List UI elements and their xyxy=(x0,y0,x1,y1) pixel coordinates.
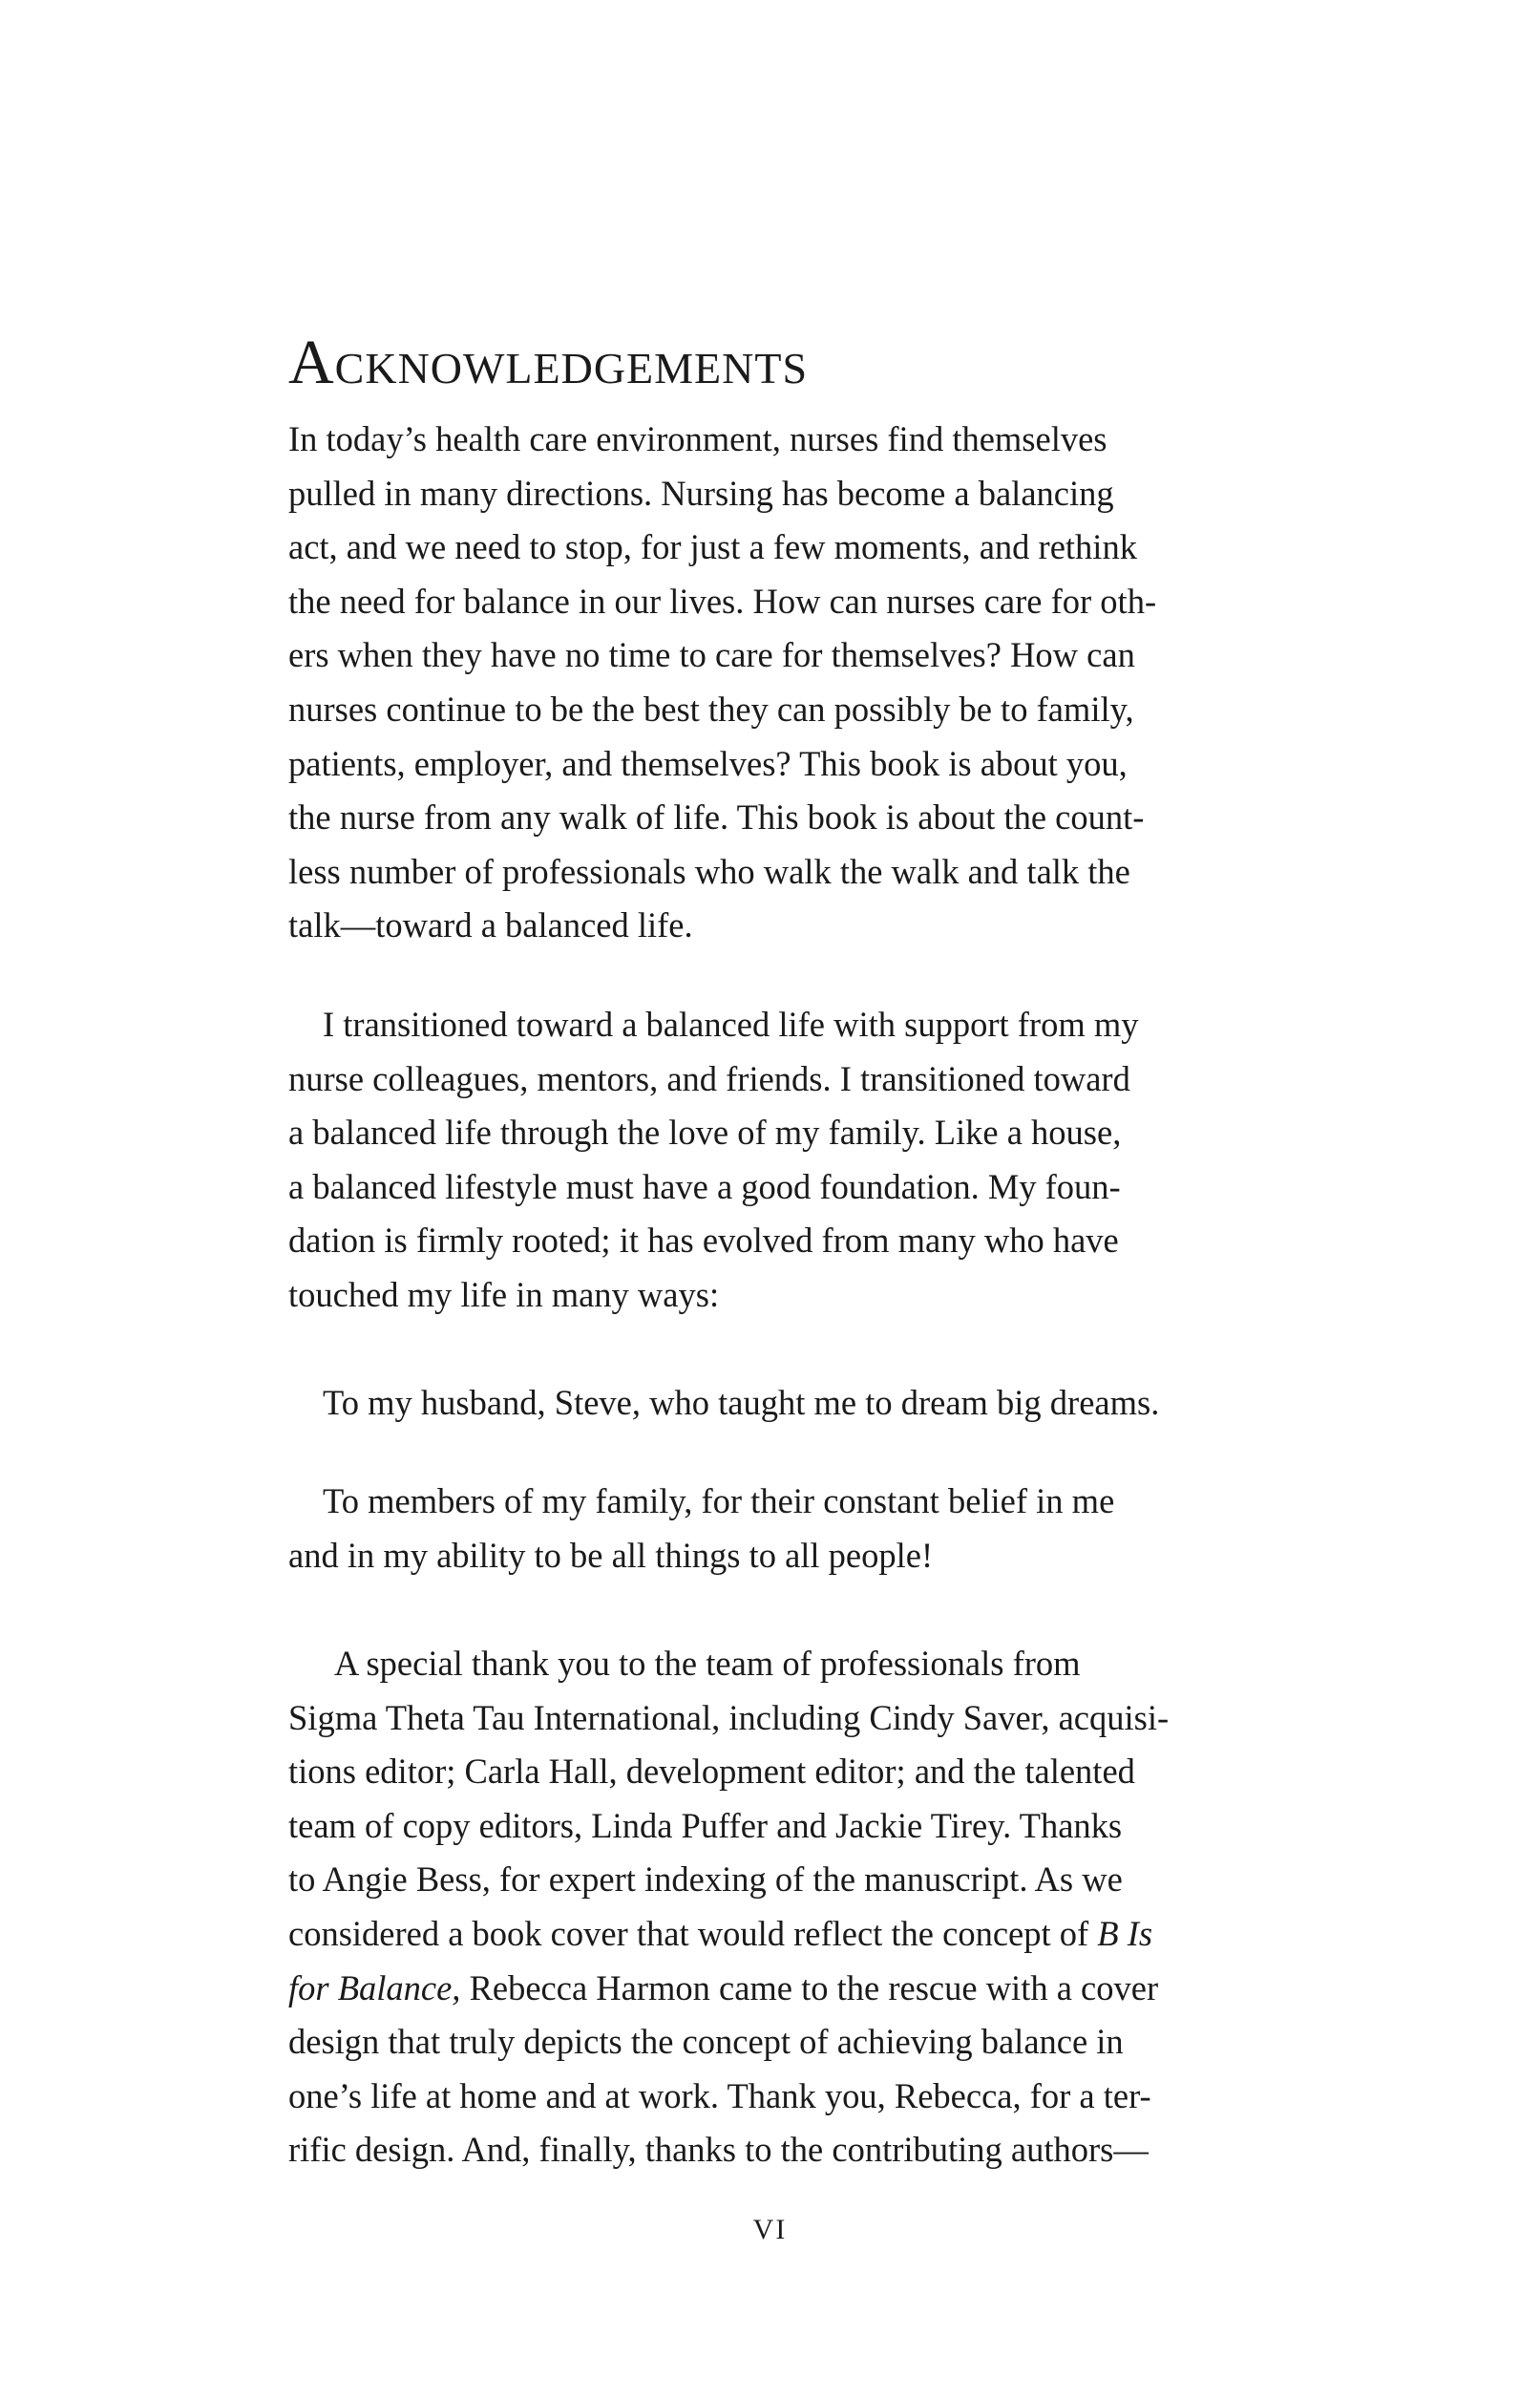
paragraph-family xyxy=(288,1475,1281,1582)
text-line: the need for balance in our lives. How can nurses care for oth- xyxy=(288,581,1157,621)
paragraph-husband xyxy=(288,1376,1281,1431)
paragraph-thanks xyxy=(288,1637,1281,2177)
text-line: less number of professionals who walk the walk and talk the xyxy=(288,851,1130,891)
text-line: team of copy editors, Linda Puffer and Jackie Tirey. Thanks xyxy=(288,1805,1123,1845)
text-line: and in my ability to be all things to all people! xyxy=(288,1535,934,1575)
text-line: a balanced lifestyle must have a good foundation. My foun- xyxy=(288,1166,1121,1206)
text-line: one’s life at home and at work. Thank you, Rebecca, for a ter- xyxy=(288,2075,1151,2115)
text-line: A special thank you to the team of professionals from xyxy=(334,1644,1081,1683)
paragraph-intro xyxy=(288,413,1281,953)
text-line: nurses continue to be the best they can possibly be to family, xyxy=(288,689,1134,729)
text-line xyxy=(288,1962,1281,2016)
text-line: design that truly depicts the concept of achieving balance in xyxy=(288,2022,1124,2062)
text-segment: considered a book cover that would reflect the concept of xyxy=(288,1913,1098,1953)
text-line: patients, employer, and themselves? This book is about you, xyxy=(288,743,1128,783)
text-line: act, and we need to stop, for just a few moments, and rethink xyxy=(288,527,1137,567)
text-line: I transitioned toward a balanced life with support from my xyxy=(323,1005,1139,1044)
text-line: talk—toward a balanced life. xyxy=(288,905,693,945)
text-line: ers when they have no time to care for themselves? How can xyxy=(288,635,1135,675)
text-line: To my husband, Steve, who taught me to dream big dreams. xyxy=(323,1383,1160,1422)
page-number: VI xyxy=(752,2214,788,2245)
text-line: a balanced life through the love of my family. Like a house, xyxy=(288,1113,1122,1153)
text-line: In today’s health care environment, nurses find themselves xyxy=(288,419,1108,458)
text-line: nurse colleagues, mentors, and friends. I transitioned toward xyxy=(288,1058,1130,1098)
text-line: tions editor; Carla Hall, development editor; and the talented xyxy=(288,1752,1135,1792)
text-line xyxy=(288,1907,1281,1962)
text-line: pulled in many directions. Nursing has become a balancing xyxy=(288,473,1114,513)
book-title-italic: B Is xyxy=(1097,1913,1153,1953)
text-line: rific design. And, finally, thanks to the contributing authors— xyxy=(288,2130,1149,2170)
text-segment: Rebecca Harmon came to the rescue with a cover xyxy=(460,1967,1159,2007)
text-line: touched my life in many ways: xyxy=(288,1274,720,1314)
page-heading: Acknowledgements xyxy=(288,328,809,397)
text-line: Sigma Theta Tau International, including Cindy Saver, acquisi- xyxy=(288,1697,1170,1737)
text-line: To members of my family, for their constant belief in me xyxy=(323,1481,1115,1520)
text-line: the nurse from any walk of life. This book is about the count- xyxy=(288,797,1145,838)
text-line: dation is firmly rooted; it has evolved from many who have xyxy=(288,1221,1119,1261)
book-title-italic: for Balance, xyxy=(288,1967,461,2007)
text-line: to Angie Bess, for expert indexing of the manuscript. As we xyxy=(288,1859,1123,1900)
paragraph-transition xyxy=(288,998,1281,1323)
